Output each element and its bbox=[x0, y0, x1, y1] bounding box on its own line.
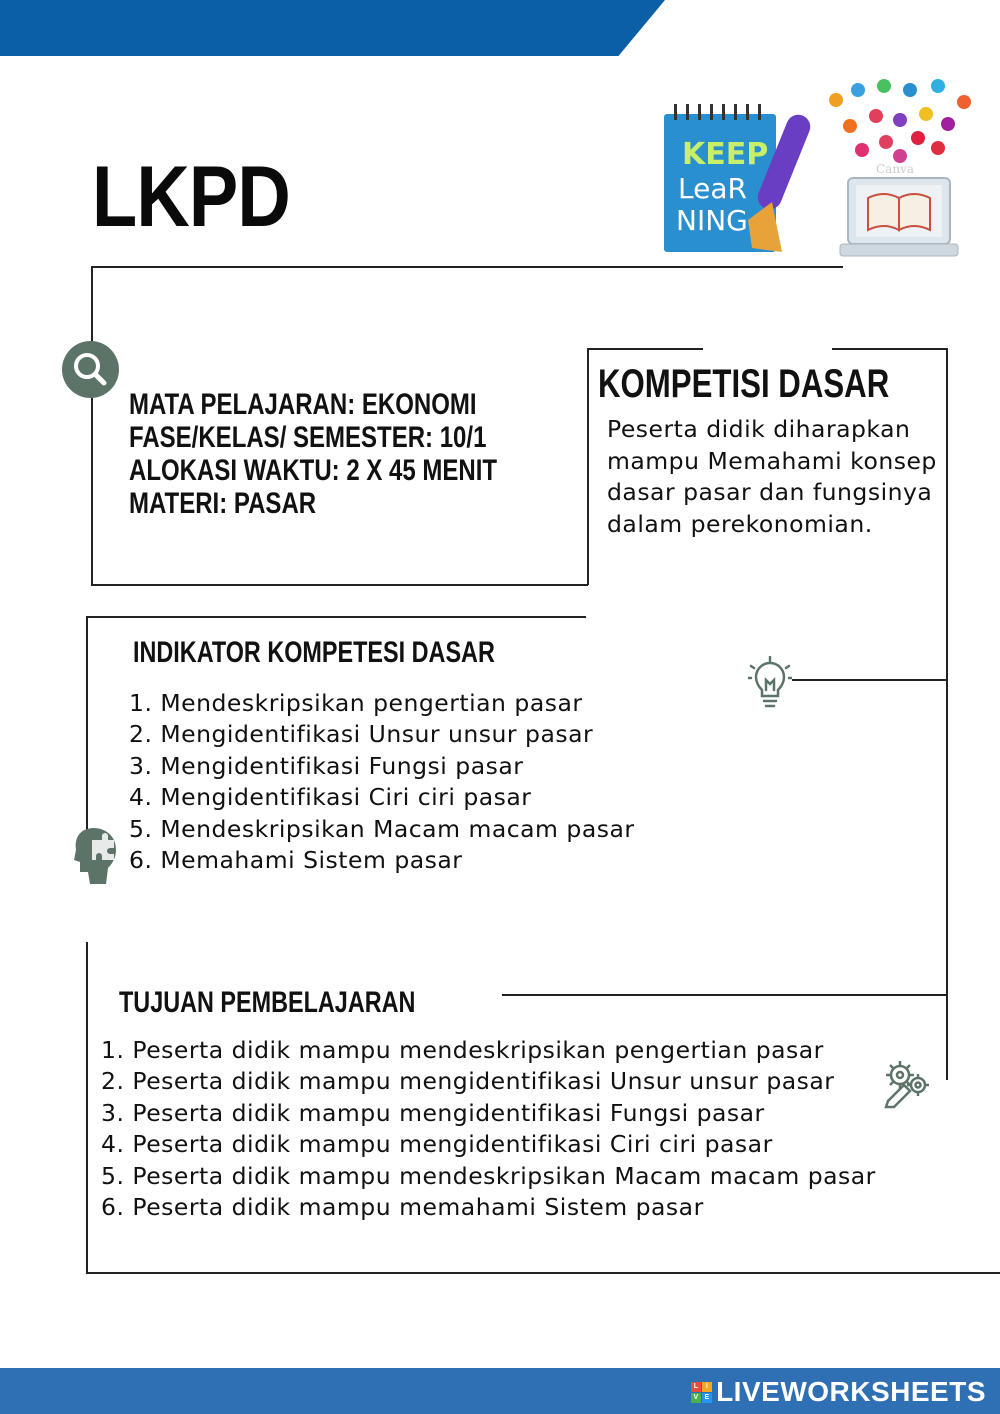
liveworksheets-logo[interactable] bbox=[691, 1376, 986, 1408]
list-item: 4. Peserta didik mampu mengidentifikasi Ciri ciri pasar bbox=[101, 1130, 773, 1159]
list-item: 3. Peserta didik mampu mengidentifikasi Fungsi pasar bbox=[101, 1098, 765, 1127]
live-letter: I bbox=[702, 1382, 712, 1392]
tujuan-heading: TUJUAN PEMBELAJARAN bbox=[119, 986, 416, 1019]
live-letter: L bbox=[691, 1382, 701, 1392]
tujuan-list bbox=[101, 1035, 876, 1223]
kompetensi-text: Peserta didik diharapkan mampu Memahami konsep dasar pasar dan fungsinya dalam perekonomian. bbox=[607, 415, 937, 538]
list-item: 2. Peserta didik mampu mengidentifikasi Unsur unsur pasar bbox=[101, 1067, 835, 1096]
keep-learning-illustration bbox=[660, 102, 825, 254]
kompetensi-heading: KOMPETISI DASAR bbox=[598, 362, 890, 406]
list-item: 5. Mendeskripsikan Macam macam pasar bbox=[129, 814, 635, 843]
list-item: 6. Peserta didik mampu memahami Sistem pasar bbox=[101, 1193, 704, 1222]
info-line-material: MATERI: PASAR bbox=[129, 487, 317, 520]
list-item: 4. Mengidentifikasi Ciri ciri pasar bbox=[129, 783, 532, 812]
laptop-label: Canva bbox=[876, 162, 914, 176]
keep-learning-word-3: NING bbox=[676, 204, 748, 237]
info-line-class: FASE/KELAS/ SEMESTER: 10/1 bbox=[129, 421, 487, 454]
lesson-info bbox=[129, 388, 497, 520]
keep-learning-word-2: LeaR bbox=[678, 172, 747, 205]
frame-line bbox=[86, 942, 88, 1273]
frame-line bbox=[86, 616, 88, 830]
footer-brand: LIVEWORKSHEETS bbox=[716, 1376, 986, 1407]
frame-line bbox=[587, 348, 703, 350]
list-item: 2. Mengidentifikasi Unsur unsur pasar bbox=[129, 720, 594, 749]
head-puzzle-icon bbox=[72, 826, 120, 886]
gears-pencil-icon bbox=[880, 1055, 934, 1109]
list-item: 5. Peserta didik mampu mendeskripsikan Macam macam pasar bbox=[101, 1161, 876, 1190]
live-squares-icon bbox=[691, 1382, 712, 1403]
frame-line bbox=[91, 266, 843, 268]
frame-line bbox=[792, 679, 948, 681]
frame-line bbox=[502, 994, 948, 996]
page-title: LKPD bbox=[92, 149, 290, 245]
frame-line bbox=[91, 266, 93, 586]
keep-learning-word-1: KEEP bbox=[682, 137, 769, 172]
frame-line bbox=[86, 1272, 1000, 1274]
list-item: 6. Memahami Sistem pasar bbox=[129, 846, 463, 875]
frame-line bbox=[91, 584, 588, 586]
list-item: 3. Mengidentifikasi Fungsi pasar bbox=[129, 751, 524, 780]
frame-line bbox=[86, 616, 586, 618]
list-item: 1. Mendeskripsikan pengertian pasar bbox=[129, 689, 583, 717]
info-line-time: ALOKASI WAKTU: 2 X 45 MENIT bbox=[129, 454, 498, 487]
indikator-list bbox=[129, 688, 635, 876]
live-letter: V bbox=[691, 1393, 701, 1403]
laptop-learning-illustration bbox=[826, 76, 976, 262]
frame-line bbox=[832, 348, 948, 350]
live-letter: E bbox=[702, 1393, 712, 1403]
search-icon bbox=[62, 341, 119, 398]
list-item: 1. Peserta didik mampu mendeskripsikan pengertian pasar bbox=[101, 1036, 824, 1064]
lightbulb-icon bbox=[748, 656, 792, 710]
top-banner bbox=[0, 0, 665, 56]
info-line-subject: MATA PELAJARAN: EKONOMI bbox=[129, 388, 477, 421]
indikator-heading: INDIKATOR KOMPETESI DASAR bbox=[133, 636, 495, 669]
frame-line bbox=[587, 348, 589, 585]
